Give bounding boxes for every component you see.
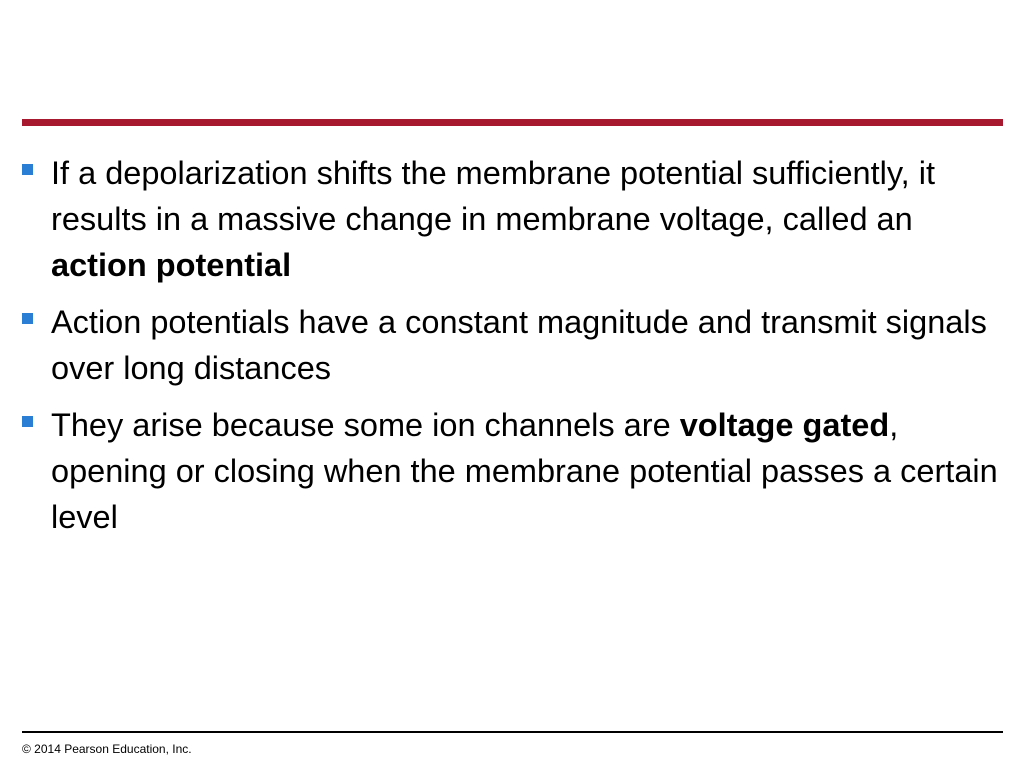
bullet-text-bold: voltage gated xyxy=(679,407,890,443)
bullet-text xyxy=(51,304,987,386)
bullet-item xyxy=(20,402,1000,540)
bullet-text-plain: If a depolarization shifts the membrane potential sufficiently, it results in a massive change in membrane voltage, called an xyxy=(51,155,935,237)
square-bullet-icon xyxy=(22,164,33,175)
bullet-text-plain: , opening or closing when the membrane potential passes a certain level xyxy=(51,407,998,535)
copyright-footer: © 2014 Pearson Education, Inc. xyxy=(22,742,192,756)
bullet-item xyxy=(20,150,1000,288)
bullet-item xyxy=(20,299,1000,391)
bullet-text-plain: Action potentials have a constant magnitude and transmit signals over long distances xyxy=(51,304,987,386)
footer-divider-rule xyxy=(22,731,1003,733)
bullet-text xyxy=(51,407,998,535)
bullet-text-bold: action potential xyxy=(51,247,292,283)
bullet-text-plain: They arise because some ion channels are xyxy=(51,407,680,443)
square-bullet-icon xyxy=(22,313,33,324)
title-divider-rule xyxy=(22,119,1003,126)
square-bullet-icon xyxy=(22,416,33,427)
bullet-text xyxy=(51,155,935,283)
bullet-list xyxy=(20,150,1000,551)
